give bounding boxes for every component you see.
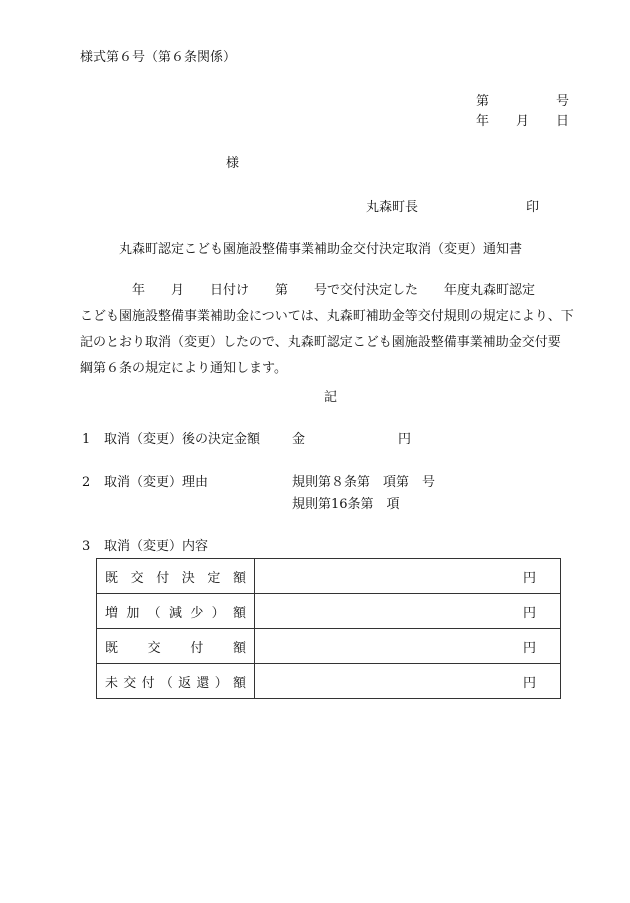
item2-number: 2: [82, 475, 91, 490]
issuer-title: 丸森町長: [366, 200, 419, 215]
row-label-cell: [97, 559, 255, 594]
table-row: [97, 629, 561, 664]
row-unit: 円: [522, 675, 536, 691]
item1-label: 取消（変更）後の決定金額: [104, 432, 261, 447]
row-value-cell: [255, 629, 561, 664]
row-label: 既交付額: [105, 640, 246, 656]
date-month: 月: [516, 114, 530, 129]
row-label-cell: [97, 594, 255, 629]
body-line: 記のとおり取消（変更）したので、丸森町認定こども園施設整備事業補助金交付要: [80, 335, 561, 350]
row-label: 既交付決定額: [105, 570, 246, 586]
item2-rule1: 規則第８条第 項第 号: [292, 475, 436, 490]
item1-kin: 金: [292, 432, 306, 447]
row-label: 増加（減少）額: [105, 605, 246, 621]
addressee-suffix: 様: [226, 156, 240, 171]
form-label: 様式第６号（第６条関係）: [80, 50, 237, 65]
row-unit: 円: [522, 605, 536, 621]
date-year: 年: [476, 114, 490, 129]
row-label-cell: [97, 629, 255, 664]
table-row: [97, 594, 561, 629]
body-paragraph: [80, 278, 585, 382]
document-title: 丸森町認定こども園施設整備事業補助金交付決定取消（変更）通知書: [119, 242, 523, 257]
item3-number: 3: [82, 539, 91, 554]
row-unit: 円: [522, 640, 536, 656]
item2-label: 取消（変更）理由: [104, 475, 209, 490]
row-value-cell: [255, 559, 561, 594]
item1-number: 1: [82, 432, 91, 447]
number-prefix: 第: [476, 94, 490, 109]
table-row: [97, 559, 561, 594]
seal-mark: 印: [526, 200, 540, 215]
row-value-cell: [255, 664, 561, 699]
body-line: 年 月 日付け 第 号で交付決定した 年度丸森町認定: [80, 283, 536, 298]
ki-heading: 記: [324, 390, 338, 405]
table-row: [97, 664, 561, 699]
row-label: 未交付（返還）額: [105, 675, 246, 691]
body-line: 綱第６条の規定により通知します。: [80, 361, 287, 376]
item1-yen: 円: [398, 432, 412, 447]
amount-table: [96, 558, 561, 699]
body-line: こども園施設整備事業補助金については、丸森町補助金等交付規則の規定により、下: [80, 309, 574, 324]
item3-label: 取消（変更）内容: [104, 539, 209, 554]
row-label-cell: [97, 664, 255, 699]
number-suffix: 号: [556, 94, 570, 109]
row-unit: 円: [522, 570, 536, 586]
date-day: 日: [556, 114, 570, 129]
row-value-cell: [255, 594, 561, 629]
item2-rule2: 規則第16条第 項: [292, 497, 400, 512]
